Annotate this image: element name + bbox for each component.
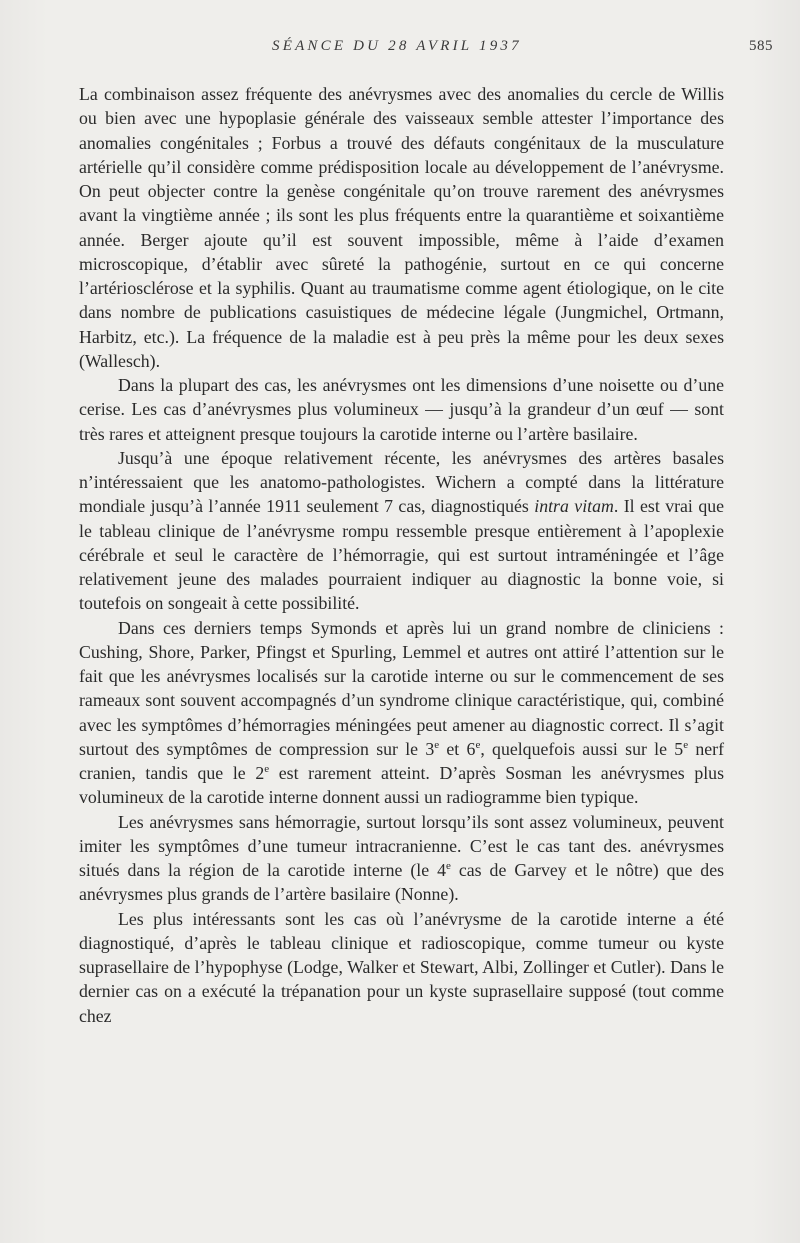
superscript-e: e — [434, 738, 440, 751]
paragraph-5 — [79, 810, 724, 907]
paragraph-4-text-a: Dans ces derniers temps Symonds et après lui un grand nombre de cliniciens : Cushing, Shore, Parker, Pfingst et Spurling, Lemmel et autres ont attiré l’attention sur le fait que les anévrysmes localisés sur la carotide interne ou sur le commencement de ses rameaux sont souvent accompagnés d’un syndrome clinique caractéristique, qui, combiné avec les symptômes d’hémorragies méningées peut amener au diagnostic correct. Il s’agit surtout des symptômes de compression sur le 3 — [79, 617, 724, 759]
paragraph-3 — [79, 446, 724, 616]
paragraph-4-text-e: est rarement atteint. D’après Sosman les anévrysmes plus volumineux de la carotide interne donnent aussi un radiogramme bien typique. — [79, 763, 724, 808]
superscript-e: e — [475, 738, 481, 751]
paragraph-4 — [79, 616, 724, 810]
running-head: SÉANCE DU 28 AVRIL 1937 — [272, 38, 522, 54]
paragraph-6: Les plus intéressants sont les cas où l’anévrysme de la carotide interne a été diagnostiqué, d’après le tableau clinique et radioscopique, comme tumeur ou kyste suprasellaire de l’hypophyse (Lodge, Walker et Stewart, Albi, Zollinger et Cutler). Dans le dernier cas on a exécuté la trépanation pour un kyste suprasellaire supposé (tout comme chez — [79, 908, 724, 1026]
paragraph-5-text-a: Les anévrysmes sans hémorragie, surtout lorsqu’ils sont assez volumineux, peuvent imiter les symptômes d’une tumeur intracranienne. C’est le cas tant des. anévrysmes situés dans la région de la carotide interne (le 4 — [79, 811, 724, 880]
page-number: 585 — [749, 38, 773, 54]
paragraph-5-text-b: cas de Garvey et le nôtre) que des anévrysmes plus grands de l’artère basilaire (Nonne). — [79, 860, 725, 905]
paragraph-1: La combinaison assez fréquente des anévrysmes avec des anomalies du cercle de Willis ou bien avec une hypoplasie générale des vaisseaux semble attester l’importance des anomalies congénitales ; Forbus a trouvé des défauts congénitaux de la musculature artérielle qu’il considère comme prédisposition locale au développement de l’anévrysme. On peut objecter contre la genèse congénitale qu’on trouve rarement des anévrysmes avant la vingtième année ; ils sont les plus fréquents entre la quarantième et soixantième année. Berger ajoute qu’il est souvent impossible, même à l’aide d’examen microscopique, d’établir avec sûreté la pathogénie, surtout en ce qui concerne l’artériosclérose et la syphilis. Quant au traumatisme comme agent étiologique, on le cite dans nombre de publications casuistiques de médecine légale (Jungmichel, Ortmann, Harbitz, etc.). La fréquence de la maladie est à peu près la même pour les deux sexes (Wallesch). — [79, 84, 724, 371]
superscript-e: e — [446, 860, 451, 873]
paragraph-2: Dans la plupart des cas, les anévrysmes ont les dimensions d’une noisette ou d’une cerise. Les cas d’anévrysmes plus volumineux — jusqu’à la grandeur d’un œuf — sont très rares et atteignent presque toujours la carotide interne ou l’artère basilaire. — [79, 375, 724, 444]
paragraph-4-text-b: et 6 — [439, 738, 476, 759]
paragraph-4-text-c: , quelquefois aussi sur le 5 — [480, 738, 684, 759]
page-header — [0, 38, 800, 62]
paragraph-3-text-b: . Il est vrai que le tableau clinique de l’anévrysme rompu ressemble presque entièrement à l’apoplexie cérébrale et seul le caractère de l’hémorragie, qui est surtout intraméningée et l’âge relativement jeune des malades pourraient indiquer au diagnostic la bonne voie, si toutefois on songeait à cette possibilité. — [79, 496, 724, 614]
superscript-e: e — [264, 763, 270, 776]
paragraph-4-text-d: nerf cranien, tandis que le 2 — [79, 738, 724, 783]
paragraph-3-text-a: Jusqu’à une époque relativement récente, les anévrysmes des artères basales n’intéressaient que les anatomo-pathologistes. Wichern a compté dans la littérature mondiale jusqu’à l’année 1911 seulement 7 cas, diagnostiqués — [79, 447, 724, 517]
article-body — [79, 82, 724, 1028]
superscript-e: e — [683, 738, 689, 751]
intra-vitam-italic: intra vitam — [534, 496, 614, 517]
